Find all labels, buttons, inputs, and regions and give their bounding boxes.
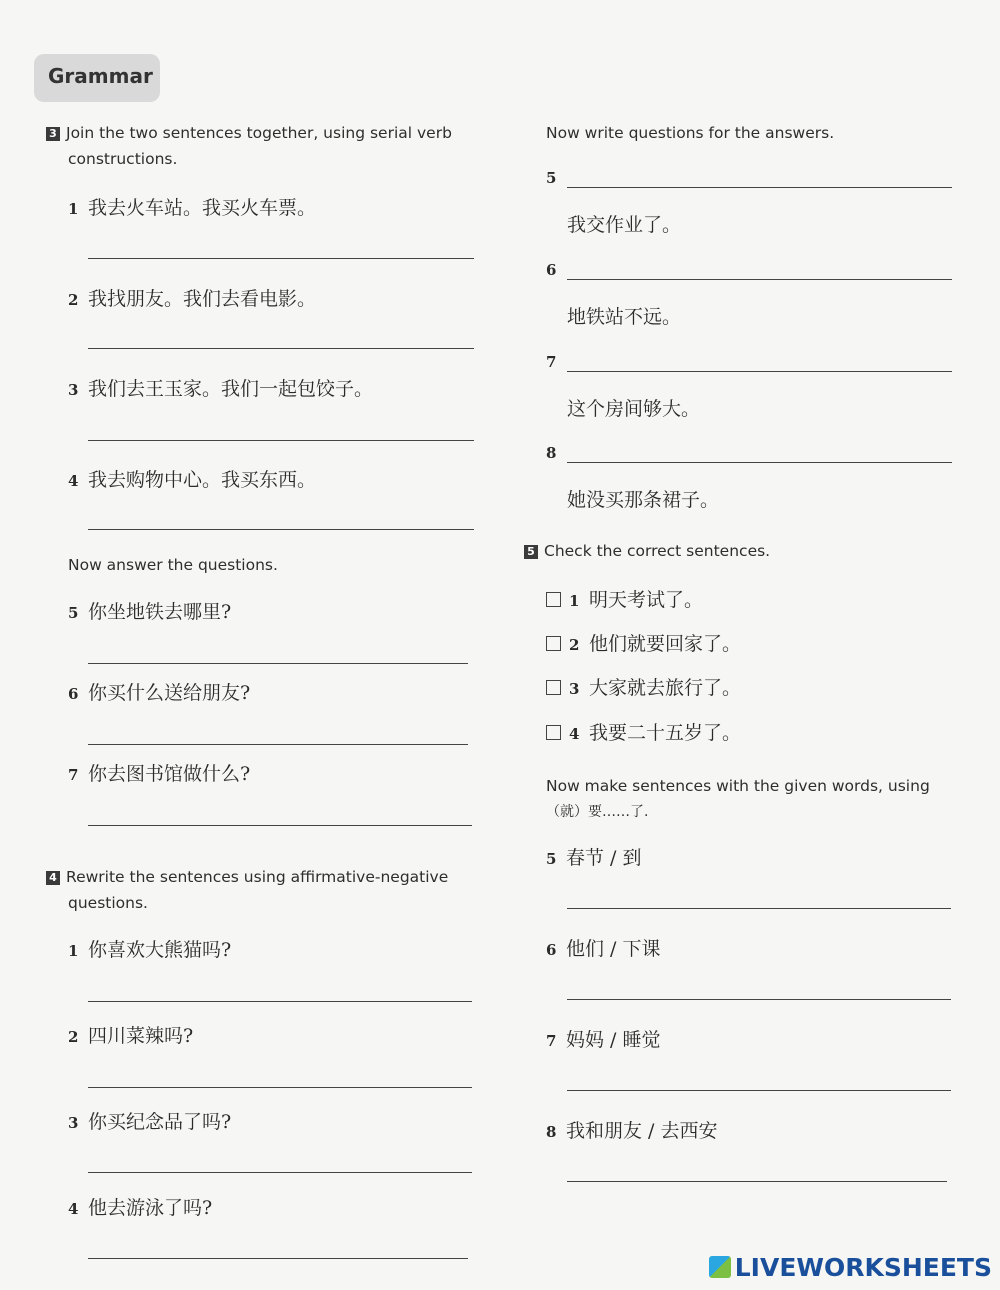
exercise-4-subheading: Now write questions for the answers.: [546, 124, 835, 142]
answer-line[interactable]: [88, 1172, 472, 1173]
answer-line[interactable]: [567, 1090, 951, 1091]
answer-line[interactable]: [567, 279, 952, 280]
exercise-number-badge: 4: [46, 871, 60, 885]
answer-line[interactable]: [88, 1258, 468, 1259]
exercise-3-item-7: 7 你去图书馆做什么?: [68, 763, 251, 785]
exercise-4-item-2: 2 四川菜辣吗?: [68, 1025, 194, 1047]
exercise-4-item-5-number: 5: [546, 169, 557, 187]
check-item-4[interactable]: 4 我要二十五岁了。: [546, 718, 741, 745]
answer-line[interactable]: [88, 663, 468, 664]
exercise-5-item-5: 5 春节 / 到: [546, 847, 642, 869]
answer-line[interactable]: [567, 999, 951, 1000]
checkbox[interactable]: [546, 592, 561, 607]
answer-line[interactable]: [567, 371, 952, 372]
answer-line[interactable]: [88, 440, 474, 441]
logo-icon: [709, 1256, 731, 1278]
exercise-4-item-6-answer: 地铁站不远。: [567, 306, 682, 328]
exercise-5-subheading: Now make sentences with the given words, using （就）要……了.: [546, 777, 930, 820]
exercise-4-item-3: 3 你买纪念品了吗?: [68, 1111, 232, 1133]
exercise-5-item-7: 7 妈妈 / 睡觉: [546, 1029, 661, 1051]
check-item-2[interactable]: 2 他们就要回家了。: [546, 629, 741, 656]
exercise-3-item-1: 1 我去火车站。我买火车票。: [68, 197, 317, 219]
exercise-4-item-4: 4 他去游泳了吗?: [68, 1197, 213, 1219]
answer-line[interactable]: [88, 258, 474, 259]
answer-line[interactable]: [88, 1087, 472, 1088]
answer-line[interactable]: [567, 462, 952, 463]
check-item-3[interactable]: 3 大家就去旅行了。: [546, 673, 741, 700]
exercise-3-item-6: 6 你买什么送给朋友?: [68, 682, 251, 704]
section-header: [34, 54, 160, 102]
answer-line[interactable]: [88, 1001, 472, 1002]
exercise-4-item-1: 1 你喜欢大熊猫吗?: [68, 939, 232, 961]
logo-text: LIVEWORKSHEETS: [734, 1252, 992, 1282]
exercise-4-item-8-answer: 她没买那条裙子。: [567, 489, 720, 511]
section-header-label: Grammar: [48, 64, 153, 88]
exercise-4-item-6-number: 6: [546, 261, 557, 279]
answer-line[interactable]: [567, 908, 951, 909]
exercise-3-instructions: 3 Join the two sentences together, using serial verb constructions.: [46, 120, 486, 172]
liveworksheets-logo: [709, 1250, 992, 1284]
exercise-3-subheading: Now answer the questions.: [68, 556, 278, 574]
checkbox[interactable]: [546, 680, 561, 695]
exercise-4-item-7-number: 7: [546, 353, 557, 371]
check-item-1[interactable]: 1 明天考试了。: [546, 585, 703, 612]
exercise-5-item-8: 8 我和朋友 / 去西安: [546, 1120, 718, 1142]
exercise-5-instructions: 5 Check the correct sentences.: [524, 538, 964, 564]
checkbox[interactable]: [546, 636, 561, 651]
exercise-number-badge: 5: [524, 545, 538, 559]
exercise-3-item-5: 5 你坐地铁去哪里?: [68, 601, 232, 623]
exercise-3-item-3: 3 我们去王玉家。我们一起包饺子。: [68, 378, 374, 400]
exercise-3-item-4: 4 我去购物中心。我买东西。: [68, 469, 317, 491]
exercise-3-item-2: 2 我找朋友。我们去看电影。: [68, 288, 317, 310]
checkbox[interactable]: [546, 725, 561, 740]
answer-line[interactable]: [88, 825, 472, 826]
exercise-5-item-6: 6 他们 / 下课: [546, 938, 661, 960]
answer-line[interactable]: [88, 744, 468, 745]
answer-line[interactable]: [88, 529, 474, 530]
exercise-4-item-8-number: 8: [546, 444, 557, 462]
exercise-4-item-7-answer: 这个房间够大。: [567, 398, 701, 420]
answer-line[interactable]: [567, 1181, 947, 1182]
answer-line[interactable]: [88, 348, 474, 349]
answer-line[interactable]: [567, 187, 952, 188]
exercise-4-instructions: 4 Rewrite the sentences using affirmative-negative questions.: [46, 864, 486, 916]
exercise-number-badge: 3: [46, 127, 60, 141]
exercise-4-item-5-answer: 我交作业了。: [567, 214, 682, 236]
